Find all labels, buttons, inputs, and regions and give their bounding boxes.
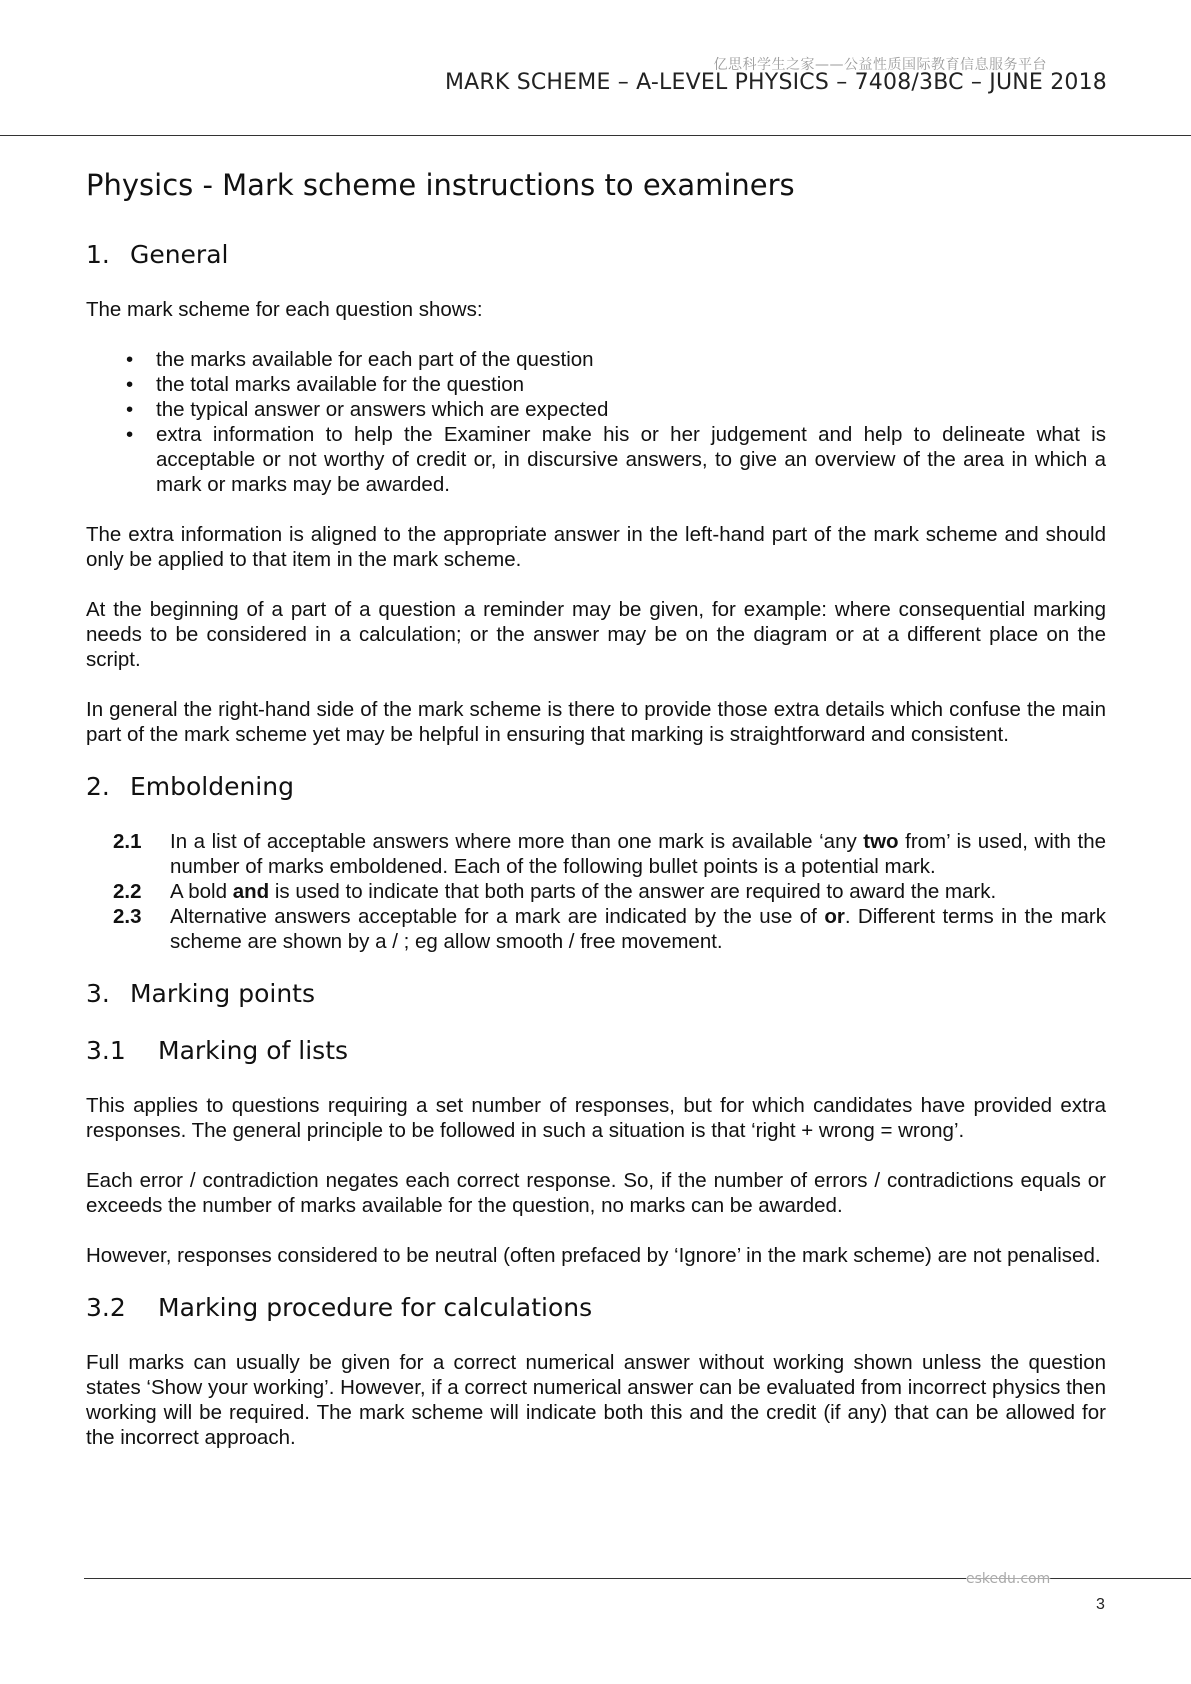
numbered-item (113, 904, 1106, 954)
header-watermark: 亿思科学生之家——公益性质国际教育信息服务平台 (713, 57, 1047, 73)
section-heading (86, 979, 1106, 1008)
list-item (86, 372, 1106, 397)
paragraph: In general the right-hand side of the mark scheme is there to provide those extra details which confuse the main part of the mark scheme yet may be helpful in ensuring that marking is straightforward and consistent. (86, 698, 1106, 746)
paragraph: Each error / contradiction negates each correct response. So, if the number of errors / contradictions equals or exceeds the number of marks available for the question, no marks can be awarded. (86, 1169, 1106, 1217)
section-number: 3.2 (86, 1293, 126, 1322)
section-heading (86, 1293, 1106, 1322)
section-number: 2. (86, 772, 110, 801)
section-marking-points (86, 979, 1106, 1008)
bullet-icon: • (126, 348, 134, 371)
section-number: 3. (86, 979, 110, 1008)
bullet-icon: • (126, 423, 134, 446)
list-item (86, 422, 1106, 497)
list-item (86, 347, 1106, 372)
item-number: 2.1 (113, 830, 142, 853)
section-marking-of-lists (86, 1036, 1106, 1268)
paragraph: This applies to questions requiring a set number of responses, but for which candidates have provided extra responses. The general principle to be followed in such a situation is that ‘right + wrong = wrong’. (86, 1094, 1106, 1142)
list-item (86, 397, 1106, 422)
page-content (86, 168, 1106, 1475)
section-heading-text: Marking points (129, 979, 315, 1008)
bold-term: and (232, 880, 270, 903)
header-divider (0, 135, 1191, 136)
numbered-item (113, 829, 1106, 879)
numbered-list (86, 829, 1106, 954)
section-heading-text: Emboldening (129, 772, 294, 801)
section-heading-text: Marking of lists (158, 1036, 349, 1065)
paragraph: The extra information is aligned to the appropriate answer in the left-hand part of the mark scheme and should only be applied to that item in the mark scheme. (86, 523, 1106, 571)
bullet-icon: • (126, 398, 134, 421)
section-general (86, 240, 1106, 747)
section-number: 1. (86, 240, 110, 269)
section-heading (86, 240, 1106, 269)
page-title: Physics - Mark scheme instructions to examiners (86, 168, 795, 202)
item-text: In a list of acceptable answers where more than one mark is available ‘any two from’ is used, with the number of marks emboldened. Each of the following bullet points is a potential mark. (170, 830, 1106, 878)
paragraph: However, responses considered to be neutral (often prefaced by ‘Ignore’ in the mark scheme) are not penalised. (86, 1244, 1101, 1267)
numbered-item (113, 879, 1106, 904)
section-number: 3.1 (86, 1036, 126, 1065)
running-header: MARK SCHEME – A-LEVEL PHYSICS – 7408/3BC – JUNE 2018 (444, 70, 1107, 95)
bold-term: or (824, 905, 845, 928)
section-heading (86, 772, 1106, 801)
section-emboldening (86, 772, 1106, 954)
section-heading-text: General (129, 240, 229, 269)
item-number: 2.2 (113, 880, 142, 903)
list-item-text: the total marks available for the question (156, 373, 525, 396)
item-text: A bold and is used to indicate that both parts of the answer are required to award the mark. (170, 880, 997, 903)
paragraph: At the beginning of a part of a question a reminder may be given, for example: where consequential marking needs to be considered in a calculation; or the answer may be on the diagram or at a different place on the script. (86, 598, 1106, 671)
list-item-text: extra information to help the Examiner make his or her judgement and help to delineate what is acceptable or not worthy of credit or, in discursive answers, to give an overview of the area in which a mark or marks may be awarded. (156, 423, 1106, 496)
paragraph: The mark scheme for each question shows: (86, 298, 483, 321)
item-text: Alternative answers acceptable for a mark are indicated by the use of or. Different terms in the mark scheme are shown by a / ; eg allow smooth / free movement. (170, 905, 1106, 953)
section-heading (86, 1036, 1106, 1065)
list-item-text: the typical answer or answers which are expected (156, 398, 609, 421)
section-heading-text: Marking procedure for calculations (158, 1293, 593, 1322)
bold-term: two (863, 830, 899, 853)
paragraph: Full marks can usually be given for a correct numerical answer without working shown unless the question states ‘Show your working’. However, if a correct numerical answer can be evaluated from incorrect physics then working will be required. The mark scheme will indicate both this and the credit (if any) that can be allowed for the incorrect approach. (86, 1351, 1106, 1449)
item-number: 2.3 (113, 905, 142, 928)
footer-watermark: eskedu.com (966, 1571, 1051, 1587)
bullet-list (86, 347, 1106, 497)
section-calculations (86, 1293, 1106, 1450)
page-number: 3 (1096, 1596, 1105, 1613)
list-item-text: the marks available for each part of the question (156, 348, 594, 371)
bullet-icon: • (126, 373, 134, 396)
